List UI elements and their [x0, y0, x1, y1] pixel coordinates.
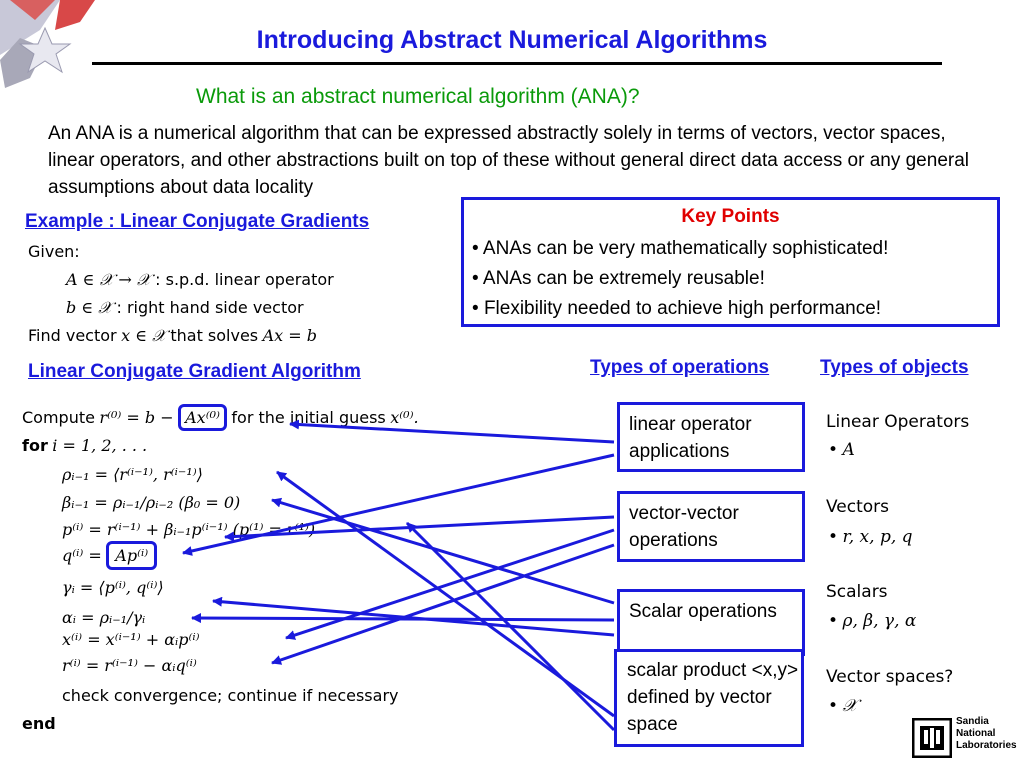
arrow-linop-to-Ax0 — [290, 424, 614, 442]
key-point-text: ANAs can be extremely reusable! — [482, 268, 765, 289]
end-keyword: end — [22, 714, 56, 733]
obj-values: 𝒳 — [842, 696, 858, 716]
obj-vectors: Vectors — [826, 497, 890, 517]
step-x: x⁽ⁱ⁾ = x⁽ⁱ⁻¹⁾ + αᵢp⁽ⁱ⁾ — [62, 630, 200, 649]
op-scalar: Scalar operations — [617, 589, 805, 656]
step-alpha: αᵢ = ρᵢ₋₁/γᵢ — [62, 608, 146, 627]
subtitle-question: What is an abstract numerical algorithm (ANA)? — [196, 85, 640, 108]
given-A-desc: : s.p.d. linear operator — [155, 270, 334, 289]
obj-linear-operators: Linear Operators — [826, 412, 970, 432]
operations-heading: Types of operations — [590, 357, 770, 378]
objects-heading: Types of objects — [820, 357, 969, 378]
for-range: i = 1, 2, . . . — [52, 436, 148, 455]
logo-line: National — [956, 728, 996, 739]
find-prefix: Find vector — [28, 326, 117, 345]
step-gamma: γᵢ = ⟨p⁽ⁱ⁾, q⁽ⁱ⁾⟩ — [62, 578, 164, 597]
check-convergence: check convergence; continue if necessary — [62, 686, 399, 705]
given-A-math: A ∈ 𝒳 → 𝒳 — [66, 270, 151, 289]
step-p: p⁽ⁱ⁾ = r⁽ⁱ⁻¹⁾ + βᵢ₋₁p⁽ⁱ⁻¹⁾ (p⁽¹⁾ = r⁽¹⁾) — [62, 520, 316, 539]
example-heading: Example : Linear Conjugate Gradients — [25, 211, 370, 232]
step-q-lhs: q⁽ⁱ⁾ = — [62, 546, 102, 565]
logo-line: Laboratories — [956, 740, 1017, 751]
boxed-Ax0: Ax⁽⁰⁾ — [178, 404, 227, 431]
compute-guess: x⁽⁰⁾. — [390, 408, 419, 427]
arrow-vecvec-to-r — [272, 545, 614, 663]
given-b-desc: : right hand side vector — [116, 298, 304, 317]
find-mid: that solves — [170, 326, 259, 345]
given-label: Given: — [28, 242, 80, 261]
compute-suffix: for the initial guess — [231, 408, 386, 427]
bullet: • — [828, 440, 839, 460]
compute-expr: r⁽⁰⁾ = b − — [99, 408, 174, 427]
bullet: • — [828, 527, 839, 547]
bullet: • — [828, 696, 839, 716]
op-vector-vector: vector-vector operations — [617, 491, 805, 562]
step-rho: ρᵢ₋₁ = ⟨r⁽ⁱ⁻¹⁾, r⁽ⁱ⁻¹⁾⟩ — [62, 465, 203, 484]
for-keyword: for — [22, 436, 48, 455]
boxed-Ap: Ap⁽ⁱ⁾ — [106, 541, 157, 570]
obj-values: A — [842, 440, 855, 460]
logo-line: Sandia — [956, 716, 989, 727]
op-scalar-product: scalar product <x,y> defined by vector space — [614, 649, 804, 747]
key-point-item: • Flexibility needed to achieve high performance! — [472, 298, 882, 319]
obj-scalars: Scalars — [826, 582, 888, 602]
algorithm-heading: Linear Conjugate Gradient Algorithm — [28, 361, 361, 382]
key-point-item: • ANAs can be very mathematically sophisticated! — [472, 238, 889, 259]
obj-vector-spaces: Vector spaces? — [826, 667, 954, 687]
op-linear-operator: linear operator applications — [617, 402, 805, 472]
compute-label: Compute — [22, 408, 95, 427]
obj-values: ρ, β, γ, α — [842, 611, 917, 631]
arrow-scalarproduct-to-gamma — [407, 523, 614, 730]
key-points-title: Key Points — [681, 206, 780, 227]
step-beta: βᵢ₋₁ = ρᵢ₋₁/ρᵢ₋₂ (β₀ = 0) — [62, 493, 241, 512]
find-x: x ∈ 𝒳 — [121, 326, 166, 345]
find-eq: Ax = b — [262, 326, 317, 345]
intro-paragraph: An ANA is a numerical algorithm that can be expressed abstractly solely in terms of vectors, vector spaces, linear operators, and other abstractions built on top of these without general direct data access or any general assumptions about data locality — [48, 123, 969, 198]
page-title: Introducing Abstract Numerical Algorithms — [256, 26, 768, 54]
step-r: r⁽ⁱ⁾ = r⁽ⁱ⁻¹⁾ − αᵢq⁽ⁱ⁾ — [62, 656, 197, 675]
bullet: • — [828, 611, 839, 631]
given-b-math: b ∈ 𝒳 — [66, 298, 113, 317]
key-point-item: • ANAs can be extremely reusable! — [472, 268, 765, 289]
obj-values: r, x, p, q — [842, 527, 913, 547]
key-point-text: Flexibility needed to achieve high performance! — [483, 298, 882, 319]
key-point-text: ANAs can be very mathematically sophisticated! — [482, 238, 889, 259]
